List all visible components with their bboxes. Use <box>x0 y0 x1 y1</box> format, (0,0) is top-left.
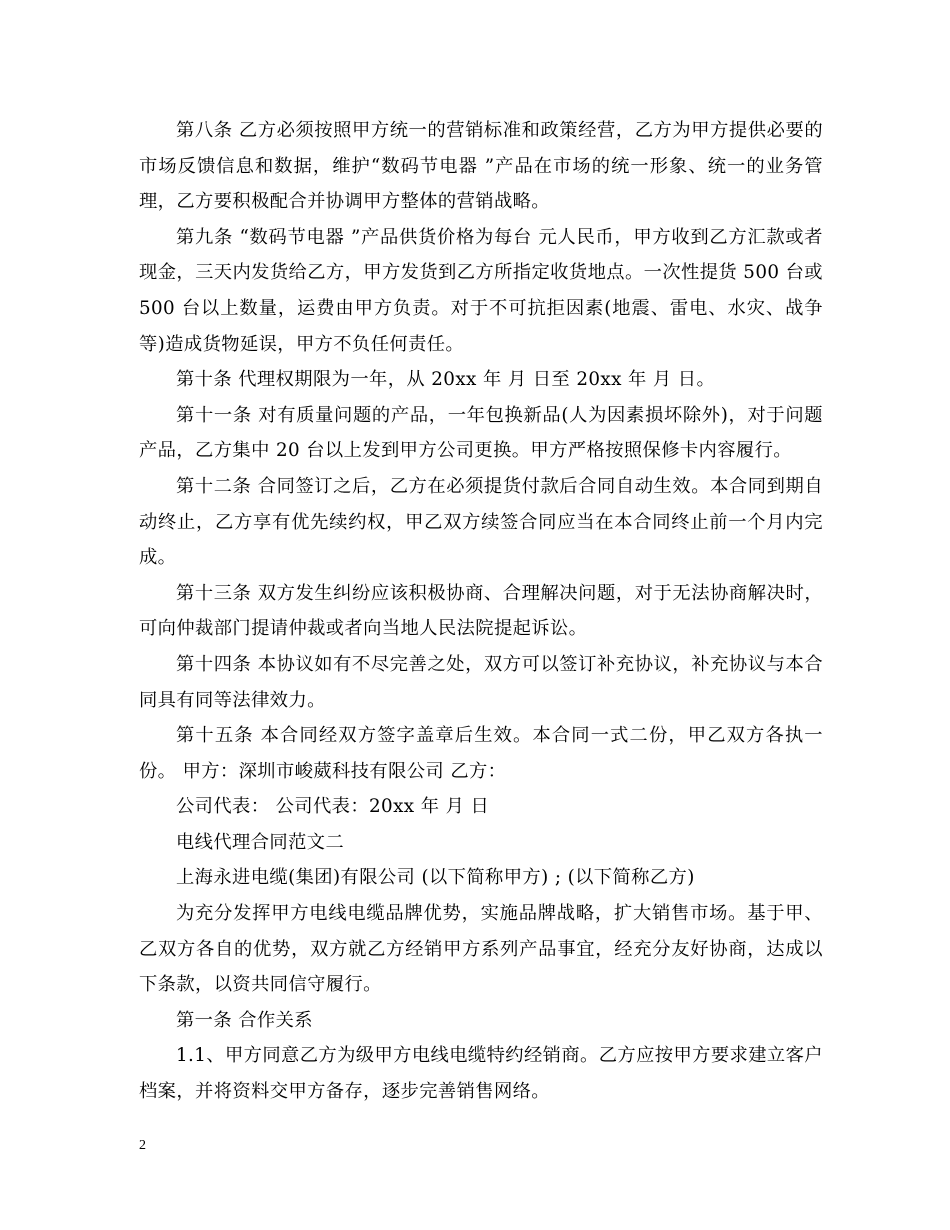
clause-10: 第十条 代理权期限为一年，从 20xx 年 月 日至 20xx 年 月 日。 <box>176 369 716 391</box>
document-body <box>139 113 823 1110</box>
clause-11: 第十一条 对有质量问题的产品，一年包换新品(人为因素损坏除外)，对于问题产品，乙方集中 20 台以上发到甲方公司更换。甲方严格按照保修卡内容履行。 <box>139 404 823 462</box>
article-1-heading: 第一条 合作关系 <box>176 1009 313 1031</box>
clause-13: 第十三条 双方发生纠纷应该积极协商、合理解决问题，对于无法协商解决时，可向仲裁部门提请仲裁或者向当地人民法院提起诉讼。 <box>139 582 823 640</box>
page-number: 2 <box>139 1138 146 1153</box>
clause-12: 第十二条 合同签订之后，乙方在必须提货付款后合同自动生效。本合同到期自动终止，乙方享有优先续约权，甲乙双方续签合同应当在本合同终止前一个月内完成。 <box>139 475 823 569</box>
preamble: 为充分发挥甲方电线电缆品牌优势，实施品牌战略，扩大销售市场。基于甲、乙双方各自的优势，双方就乙方经销甲方系列产品事宜，经充分友好协商，达成以下条款，以资共同信守履行。 <box>139 903 823 996</box>
clause-14: 第十四条 本协议如有不尽完善之处，双方可以签订补充协议，补充协议与本合同具有同等法律效力。 <box>139 653 823 711</box>
clause-8: 第八条 乙方必须按照甲方统一的营销标准和政策经营，乙方为甲方提供必要的市场反馈信息和数据，维护“数码节电器 ”产品在市场的统一形象、统一的业务管理，乙方要积极配合并协调甲方整体的营销战略。 <box>139 120 823 213</box>
clause-9: 第九条 “数码节电器 ”产品供货价格为每台 元人民币，甲方收到乙方汇款或者现金，三天内发货给乙方，甲方发货到乙方所指定收货地点。一次性提货 500 台或 500 台以上数量，运费由甲方负责。对于不可抗拒因素(地震、雷电、水灾、战争等)造成货物延误，甲方不负任何责任。 <box>139 226 823 355</box>
parties-line: 上海永进电缆(集团)有限公司 (以下简称甲方) ; (以下简称乙方) <box>176 867 695 889</box>
clause-15: 第十五条 本合同经双方签字盖章后生效。本合同一式二份，甲乙双方各执一份。 甲方：深圳市峻葳科技有限公司 乙方： <box>139 725 823 782</box>
article-1-1: 1.1、甲方同意乙方为级甲方电线电缆特约经销商。乙方应按甲方要求建立客户档案，并将资料交甲方备存，逐步完善销售网络。 <box>139 1045 823 1103</box>
section-title: 电线代理合同范文二 <box>176 831 345 853</box>
signature-line: 公司代表： 公司代表：20xx 年 月 日 <box>176 796 490 818</box>
